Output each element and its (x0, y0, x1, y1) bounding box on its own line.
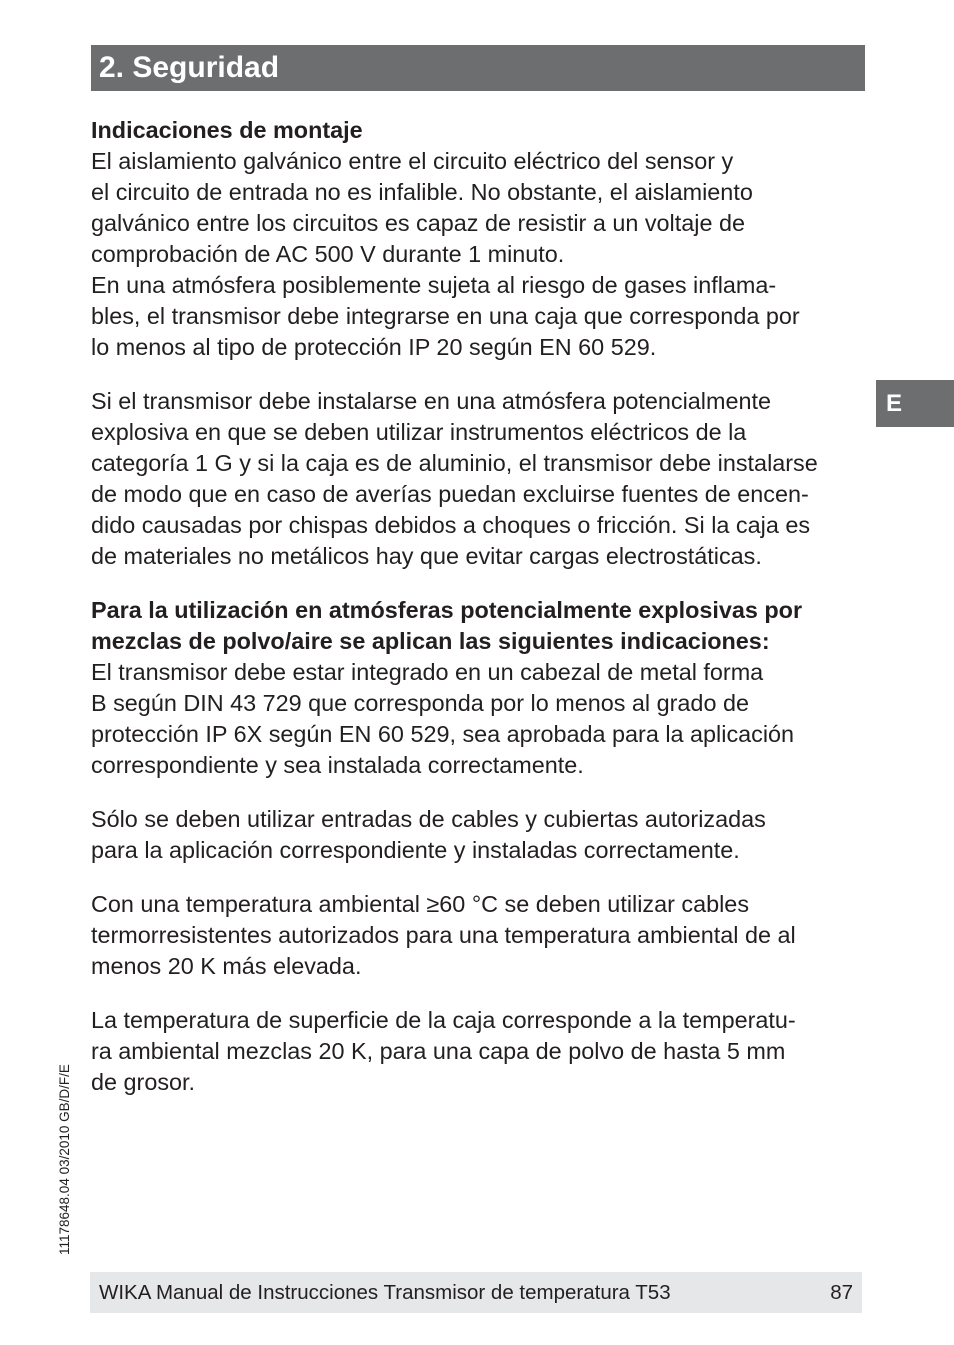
section-title: 2. Seguridad (99, 51, 280, 84)
footer-title: WIKA Manual de Instrucciones Transmisor de temperatura T53 (99, 1280, 671, 1304)
ambient-temperature-paragraph: Con una temperatura ambiental ≥60 °C se deben utilizar cables termorresistentes autorizados para una temperatura ambiental de al menos 20 K más elevada. (91, 891, 796, 979)
mounting-instructions-text: El aislamiento galvánico entre el circuito eléctrico del sensor y el circuito de entrada no es infalible. No obstante, el aislamiento galvánico entre los circuitos es capaz de resistir a un voltaje de comprobación de AC 500 V durante 1 minuto. En una atmósfera posiblemente sujeta al riesgo de gases inflama- bles, el transmisor debe integrarse en una caja que corresponda por lo menos al tipo de protección IP 20 según EN 60 529. (91, 148, 800, 360)
explosive-atmosphere-paragraph: Si el transmisor debe instalarse en una atmósfera potencialmente explosiva en que se deben utilizar instrumentos eléctricos de la categoría 1 G y si la caja es de aluminio, el transmisor debe instalarse de modo que en caso de averías puedan excluirse fuentes de encen- dido causadas por chispas debidos a choques o fricción. Si la caja es de materiales no metálicos hay que evitar cargas electrostáticas. (91, 388, 818, 569)
page-content (91, 115, 881, 1098)
language-tab-label: E (886, 389, 903, 417)
section-header (91, 45, 865, 91)
page-footer (90, 1272, 862, 1313)
mounting-instructions-heading: Indicaciones de montaje (91, 117, 363, 143)
document-code: 11178648.04 03/2010 GB/D/F/E (57, 1064, 72, 1255)
surface-temperature-paragraph: La temperatura de superficie de la caja corresponde a la temperatu- ra ambiental mezclas 20 K, para una capa de polvo de hasta 5 mm de grosor. (91, 1007, 796, 1095)
cable-entries-paragraph: Sólo se deben utilizar entradas de cables y cubiertas autorizadas para la aplicación correspondiente y instaladas correctamente. (91, 806, 766, 863)
page-number: 87 (830, 1280, 853, 1304)
dust-atmosphere-heading: Para la utilización en atmósferas potencialmente explosivas por mezclas de polvo/aire se aplican las siguientes indicaciones: (91, 597, 803, 654)
language-tab (876, 380, 954, 427)
dust-atmosphere-text: El transmisor debe estar integrado en un cabezal de metal forma B según DIN 43 729 que corresponda por lo menos al grado de protección IP 6X según EN 60 529, sea aprobada para la aplicación correspondiente y sea instalada correctamente. (91, 659, 795, 778)
